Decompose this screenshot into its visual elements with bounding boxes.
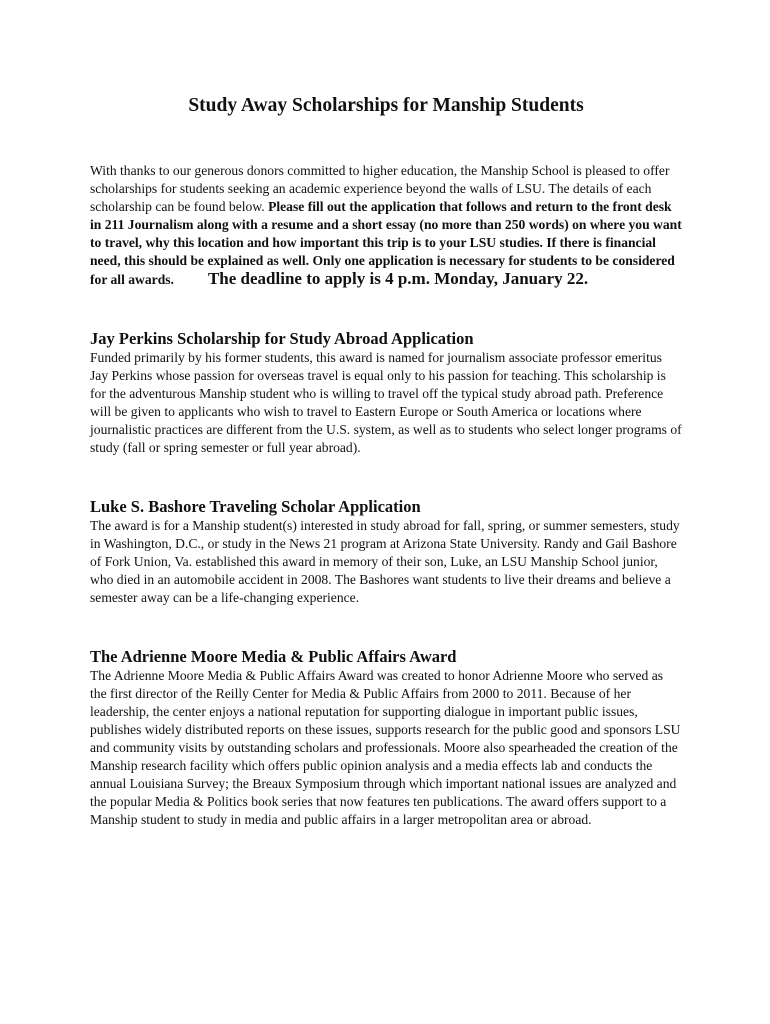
section-body: Funded primarily by his former students, this award is named for journalism associate professor emeritus Jay Perkins whose passion for overseas travel is equal only to his passion for teaching. This scholarship is for the adventurous Manship student who is willing to travel off the typical study abroad path. Preference will be given to applicants who wish to travel to Eastern Europe or South America or locations where journalistic practices are different from the U.S. system, as well as to students who select longer programs of study (fall or spring semester or full year abroad). [90, 350, 682, 455]
section-body: The award is for a Manship student(s) interested in study abroad for fall, spring, or summer semesters, study in Washington, D.C., or study in the News 21 program at Arizona State University. Randy and Gail Bashore of Fork Union, Va. established this award in memory of their son, Luke, an LSU Manship School junior, who died in an automobile accident in 2008. The Bashores want students to live their dreams and believe a semester away can be a life-changing experience. [90, 518, 680, 605]
intro-paragraph [90, 162, 682, 289]
section-heading: Luke S. Bashore Traveling Scholar Application [90, 497, 421, 516]
intro-text: With thanks to our generous donors committed to higher education, the Manship School is pleased to offer scholarships for students seeking an academic experience beyond the walls of LSU. The details of each scholarship can be found below. [90, 163, 670, 214]
section-body: The Adrienne Moore Media & Public Affairs Award was created to honor Adrienne Moore who served as the first director of the Reilly Center for Media & Public Affairs from 2000 to 2011. Because of her leadership, the center enjoys a national reputation for supporting dialogue in important public issues, publishes widely distributed reports on these issues, supports research for the public good and sponsors LSU and community visits by outstanding scholars and professionals. Moore also spearheaded the creation of the Manship research facility which offers public opinion analysis and a media effects lab and conducts the annual Louisiana Survey; the Breaux Symposium through which important national issues are analyzed and the popular Media & Politics book series that now features ten publications. The award offers support to a Manship student to study in media and public affairs in a larger metropolitan area or abroad. [90, 668, 681, 827]
section-luke-bashore [90, 497, 682, 607]
section-adrienne-moore [90, 647, 682, 829]
section-jay-perkins [90, 329, 682, 457]
deadline-notice: The deadline to apply is 4 p.m. Monday, January 22. [207, 269, 589, 288]
section-heading: The Adrienne Moore Media & Public Affairs Award [90, 647, 457, 666]
intro-instructions: Please fill out the application that follows and return to the front desk in 211 Journalism along with a resume and a short essay (no more than 250 words) on where you want to travel, why this location and how important this trip is to your LSU studies. If there is financial need, this should be explained as well. Only one application is necessary for students to be considered for all awards. [90, 199, 682, 287]
section-heading: Jay Perkins Scholarship for Study Abroad Application [90, 329, 474, 348]
page-title: Study Away Scholarships for Manship Students [188, 95, 584, 116]
